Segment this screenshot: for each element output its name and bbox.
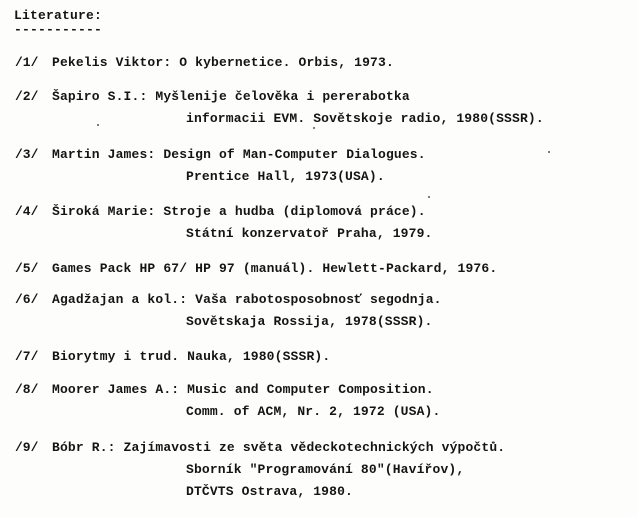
literature-heading: Literature: <box>14 8 103 23</box>
heading-underline: ----------- <box>14 22 103 37</box>
reference-text: Pekelis Viktor: O kybernetice. Orbis, 1973. <box>52 55 394 70</box>
reference-text: Agadžajan a kol.: Vaša rabotosposobnosť segodnja. <box>52 292 442 307</box>
reference-text: Biorytmy i trud. Nauka, 1980(SSSR). <box>52 349 331 364</box>
scan-speck <box>313 127 315 129</box>
reference-text-continuation: Státní konzervatoř Praha, 1979. <box>186 226 433 241</box>
reference-text: Martin James: Design of Man-Computer Dialogues. <box>52 147 426 162</box>
reference-text-continuation: Sovětskaja Rossija, 1978(SSSR). <box>186 314 433 329</box>
reference-text: Games Pack HP 67/ HP 97 (manuál). Hewlett-Packard, 1976. <box>52 261 498 276</box>
scan-speck <box>548 151 550 153</box>
reference-number: /4/ <box>15 204 39 219</box>
reference-text: Šapiro S.I.: Myšlenije čelověka i pererabotka <box>52 89 410 104</box>
reference-text-continuation: informacii EVM. Sovětskoje radio, 1980(SSSR). <box>186 111 544 126</box>
reference-number: /8/ <box>15 382 39 397</box>
reference-text: Bóbr R.: Zajímavosti ze světa vědeckotechnických výpočtů. <box>52 440 506 455</box>
reference-text-continuation: Prentice Hall, 1973(USA). <box>186 169 385 184</box>
reference-number: /5/ <box>15 261 39 276</box>
reference-number: /7/ <box>15 349 39 364</box>
reference-text-continuation: Sborník "Programování 80"(Havířov), <box>186 462 465 477</box>
scan-speck <box>97 124 99 126</box>
reference-number: /9/ <box>15 440 39 455</box>
reference-number: /6/ <box>15 292 39 307</box>
reference-text: Široká Marie: Stroje a hudba (diplomová práce). <box>52 204 426 219</box>
reference-text-continuation: DTČVTS Ostrava, 1980. <box>186 484 353 499</box>
reference-number: /3/ <box>15 147 39 162</box>
reference-number: /1/ <box>15 55 39 70</box>
reference-text-continuation: Comm. of ACM, Nr. 2, 1972 (USA). <box>186 404 441 419</box>
reference-text: Moorer James A.: Music and Computer Composition. <box>52 382 434 397</box>
scan-speck <box>428 196 430 198</box>
reference-number: /2/ <box>15 89 39 104</box>
